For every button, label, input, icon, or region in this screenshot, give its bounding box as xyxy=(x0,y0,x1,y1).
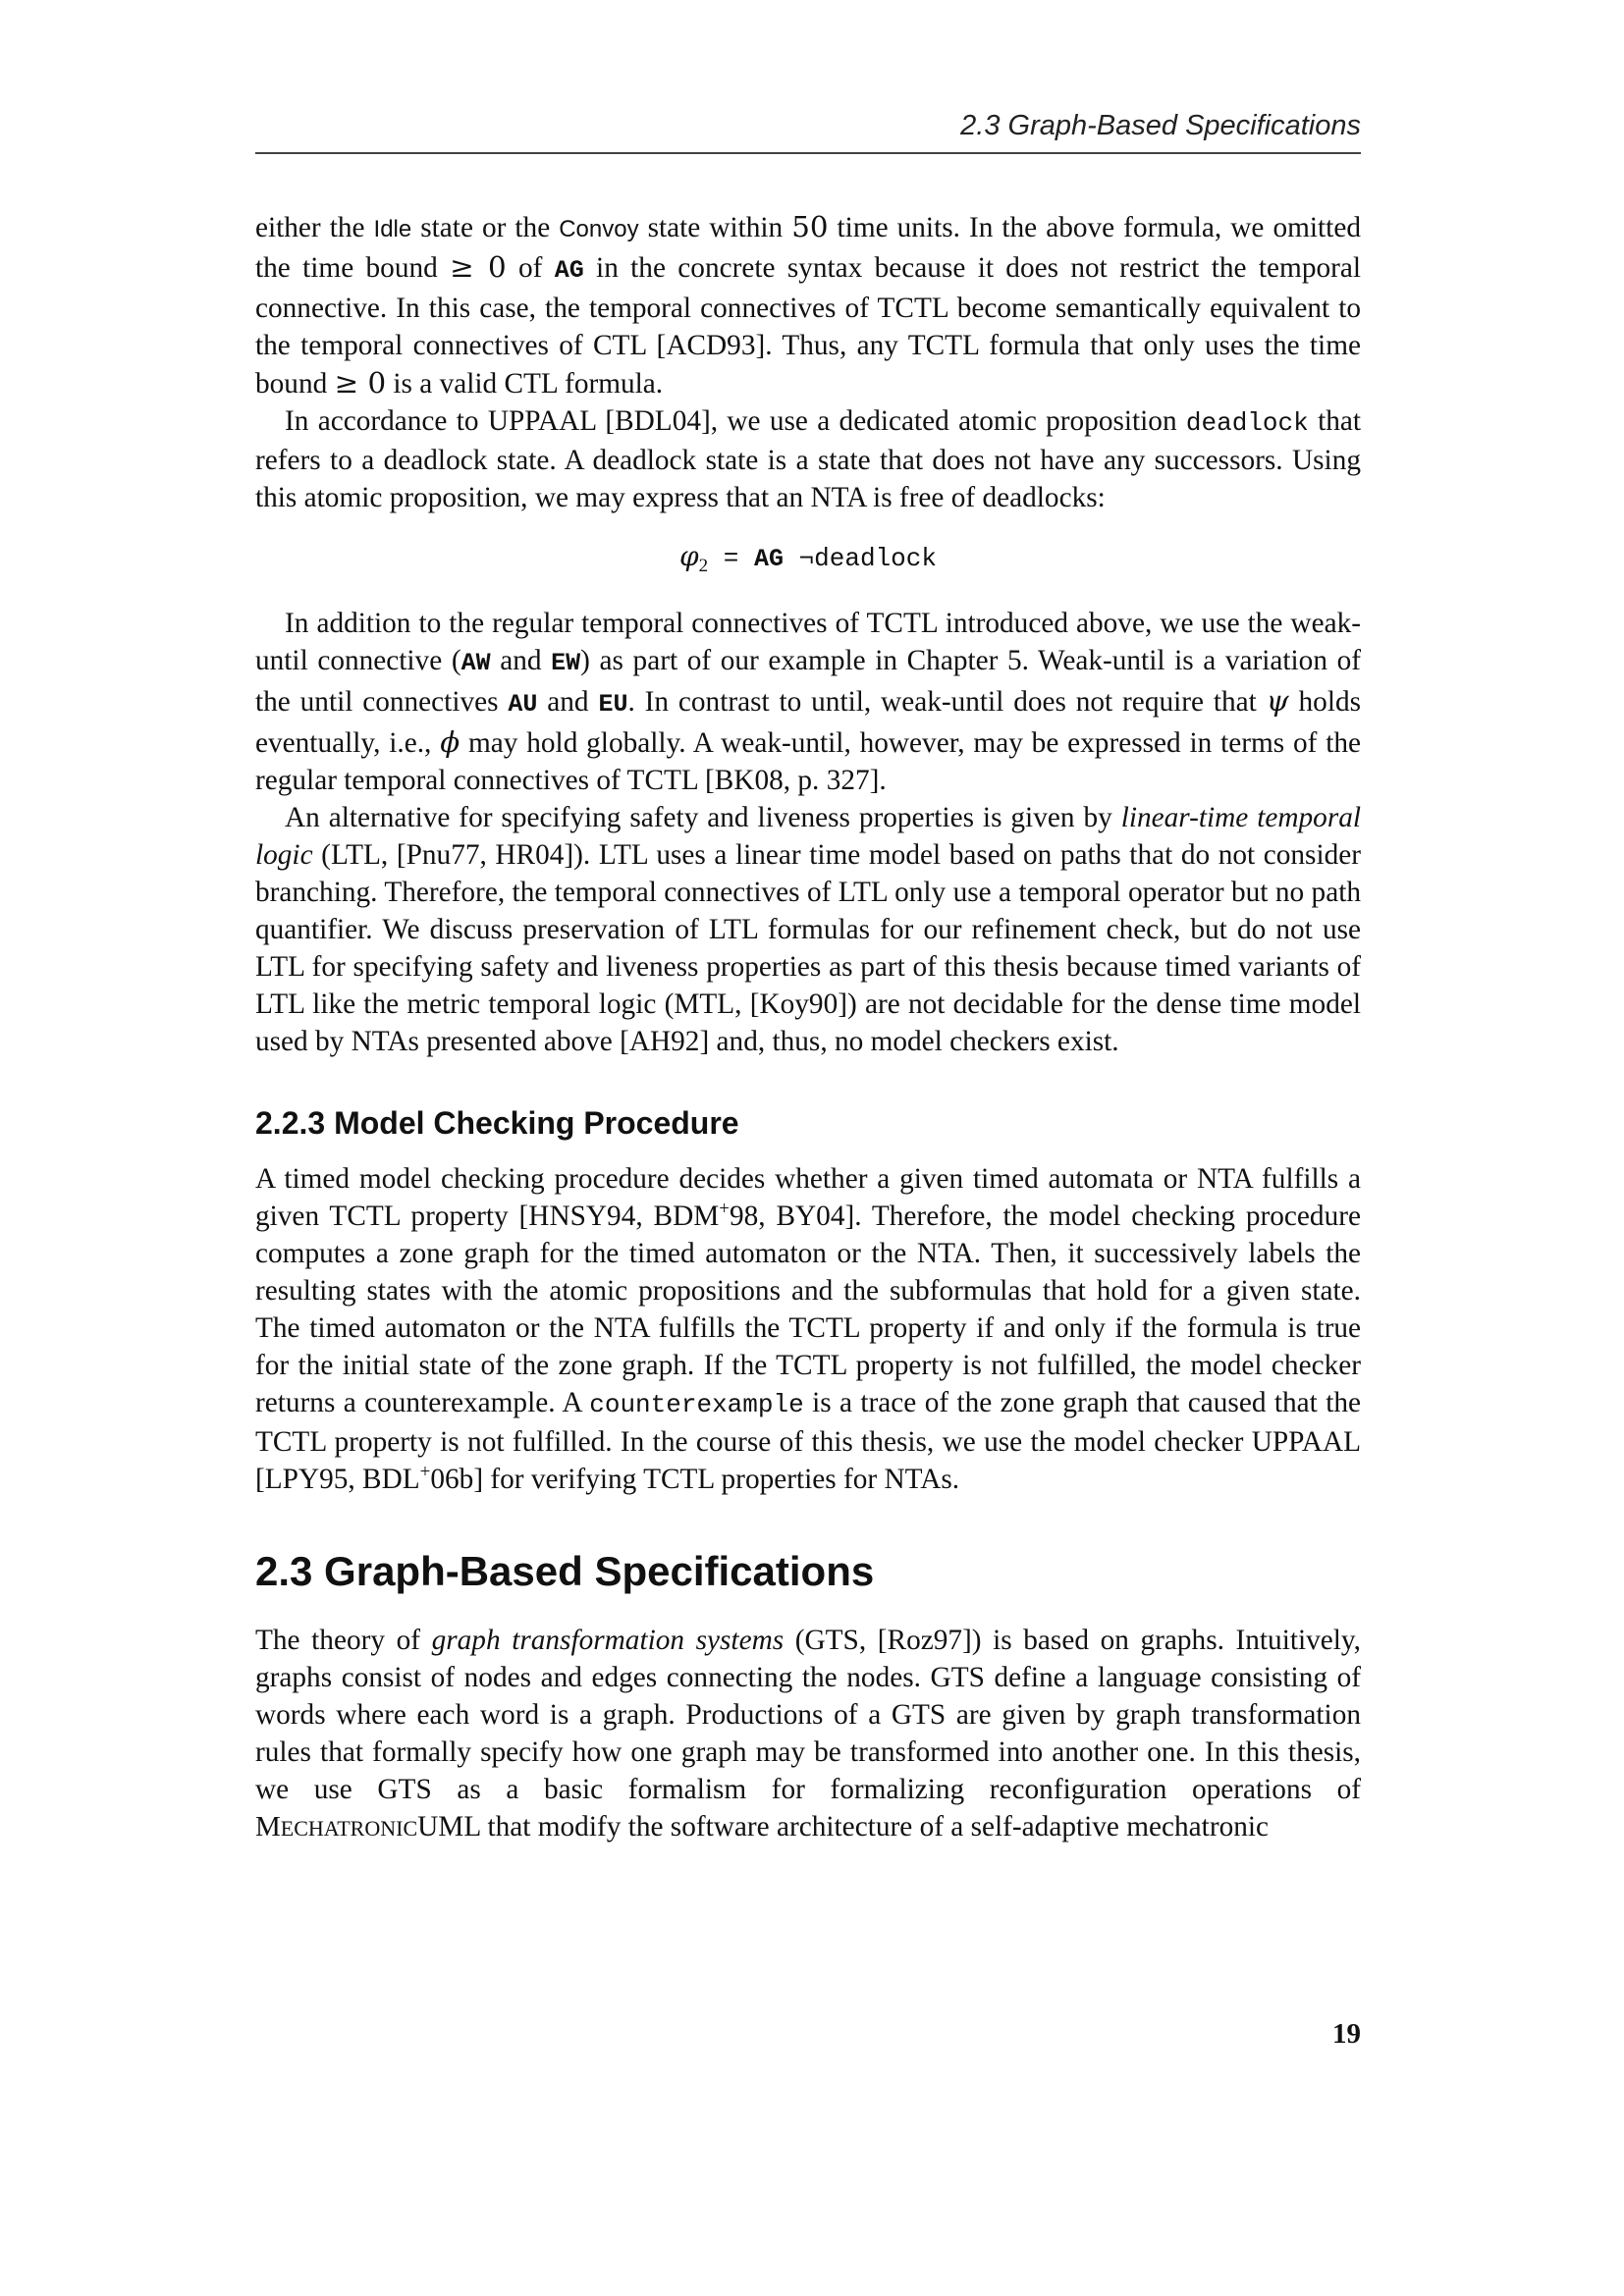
paragraph-1 xyxy=(255,208,1361,402)
text-span: holds eventually, i.e., xyxy=(255,686,1362,760)
keyword-ag: AG xyxy=(554,256,584,285)
paragraph-2 xyxy=(255,402,1361,516)
text-span: may hold globally. A weak-until, however, may be expressed in terms of the regular temporal connectives of TCTL [BK08, p. 327]. xyxy=(255,727,1361,797)
state-name-idle: Idle xyxy=(373,216,412,242)
state-name-convoy: Convoy xyxy=(559,216,639,242)
text-span: 98, BY04]. Therefore, the model checking procedure computes a zone graph for the timed automaton or the NTA. Then, it successively labels the resulting states with the atomic propositions and the subformulas that hold for a given state. The timed automaton or the NTA fulfills the TCTL property if and only if the formula is true for the initial state of the zone graph. If the TCTL property is not fulfilled, the model checker returns a counterexample. A xyxy=(255,1201,1361,1419)
page-number: 19 xyxy=(1332,2018,1361,2050)
formula-symbol: φ xyxy=(679,540,699,572)
text-span: that modify the software architecture of a self-adaptive mechatronic xyxy=(480,1811,1270,1843)
text-span: is a valid CTL formula. xyxy=(386,368,664,400)
formula-phi-2 xyxy=(255,538,1361,585)
math-inline: ≥ 0 xyxy=(450,250,507,284)
text-span: state or the xyxy=(411,212,560,243)
text-span: either the xyxy=(255,212,374,243)
text-span: . In contrast to until, weak-until does not require that xyxy=(627,686,1267,719)
section-heading-2-3: 2.3 Graph-Based Specifications xyxy=(255,1548,875,1595)
superscript: + xyxy=(719,1199,730,1220)
running-header: 2.3 Graph-Based Specifications xyxy=(960,110,1361,141)
text-span: (GTS, [Roz97]) is based on graphs. Intuitively, graphs consist of nodes and edges connecting the nodes. GTS define a language consisting of words where each word is a graph. Productions of a GTS are given by graph transformation rules that formally specify how one graph may be transformed into another one. In this thesis, we use GTS as a basic formalism for formalizing reconfiguration operations of xyxy=(255,1625,1361,1806)
code-counterexample: counterexample xyxy=(589,1390,804,1420)
formula-body: ¬deadlock xyxy=(783,544,937,573)
paragraph-6 xyxy=(255,1622,1361,1847)
smallcaps-rest: ECHATRONIC xyxy=(280,1816,418,1842)
math-inline: ≥ 0 xyxy=(334,366,387,400)
math-psi: ψ xyxy=(1266,684,1289,719)
text-span: An alternative for specifying safety and liveness properties is given by xyxy=(285,802,1121,834)
keyword-eu: EU xyxy=(598,690,628,720)
text-span: state within xyxy=(638,212,792,243)
formula-subscript: 2 xyxy=(698,556,709,577)
text-span: that refers to a deadlock state. A deadlock state is a state that does not have any successors. Using this atomic proposition, we may express that an NTA is free of deadlocks: xyxy=(255,405,1361,513)
text-span: of xyxy=(506,252,555,284)
keyword-aw: AW xyxy=(460,649,491,678)
formula-keyword: AG xyxy=(753,545,784,573)
text-span: is a trace of the zone graph that caused that the TCTL property is not fulfilled. In the course of this thesis, we use the model checker UPPAAL [LPY95, BDL xyxy=(255,1387,1361,1496)
term-gts: graph transformation systems xyxy=(431,1625,785,1657)
term-ltl: linear-time temporal logic xyxy=(255,802,1362,872)
math-number: 50 xyxy=(791,210,829,243)
text-span: (LTL, [Pnu77, HR04]). LTL uses a linear time model based on paths that do not consider branching. Therefore, the temporal connectives of LTL only use a temporal operator but no path quantifier. We discuss preservation of LTL formulas for our refinement check, but do not use LTL for specifying safety and liveness properties as part of this thesis because timed variants of LTL like the metric temporal logic (MTL, [Koy90]) are not decidable for the dense time model used by NTAs presented above [AH92] and, thus, no model checkers exist. xyxy=(255,839,1361,1058)
text-span: time units. In the above formula, we omitted the time bound xyxy=(255,212,1361,284)
smallcaps-initial: M xyxy=(255,1811,281,1843)
header-rule xyxy=(255,152,1361,154)
text-span: in the concrete syntax because it does not restrict the temporal connective. In this case, the temporal connectives of TCTL become semantically equivalent to the temporal connectives of CTL [ACD93]. Thus, any TCTL formula that only uses the time bound xyxy=(255,252,1362,400)
paragraph-5 xyxy=(255,1160,1361,1498)
formula-equals: = xyxy=(708,544,754,573)
math-phi: ϕ xyxy=(440,725,460,760)
section-heading-2-2-3: 2.2.3 Model Checking Procedure xyxy=(255,1105,739,1142)
text-span: The theory of xyxy=(255,1625,432,1657)
page-body xyxy=(255,208,1361,1847)
keyword-ew: EW xyxy=(551,649,581,678)
text-span: and xyxy=(490,645,552,677)
text-span: UML xyxy=(417,1811,481,1843)
text-span: In accordance to UPPAAL [BDL04], we use a dedicated atomic proposition xyxy=(285,405,1186,437)
text-span: A timed model checking procedure decides whether a given timed automata or NTA fulfills a given TCTL property [HNSY94, BDM xyxy=(255,1163,1361,1233)
keyword-au: AU xyxy=(508,690,538,720)
code-deadlock: deadlock xyxy=(1185,408,1309,438)
text-span: ) as part of our example in Chapter 5. Weak-until is a variation of the until connectives xyxy=(255,645,1361,719)
text-span: In addition to the regular temporal connectives of TCTL introduced above, we use the weak-until connective ( xyxy=(255,608,1361,677)
paragraph-3 xyxy=(255,605,1361,799)
paragraph-4 xyxy=(255,799,1361,1060)
text-span: and xyxy=(537,686,599,719)
text-span: 06b] for verifying TCTL properties for NTAs. xyxy=(430,1464,960,1496)
superscript: + xyxy=(419,1462,431,1483)
